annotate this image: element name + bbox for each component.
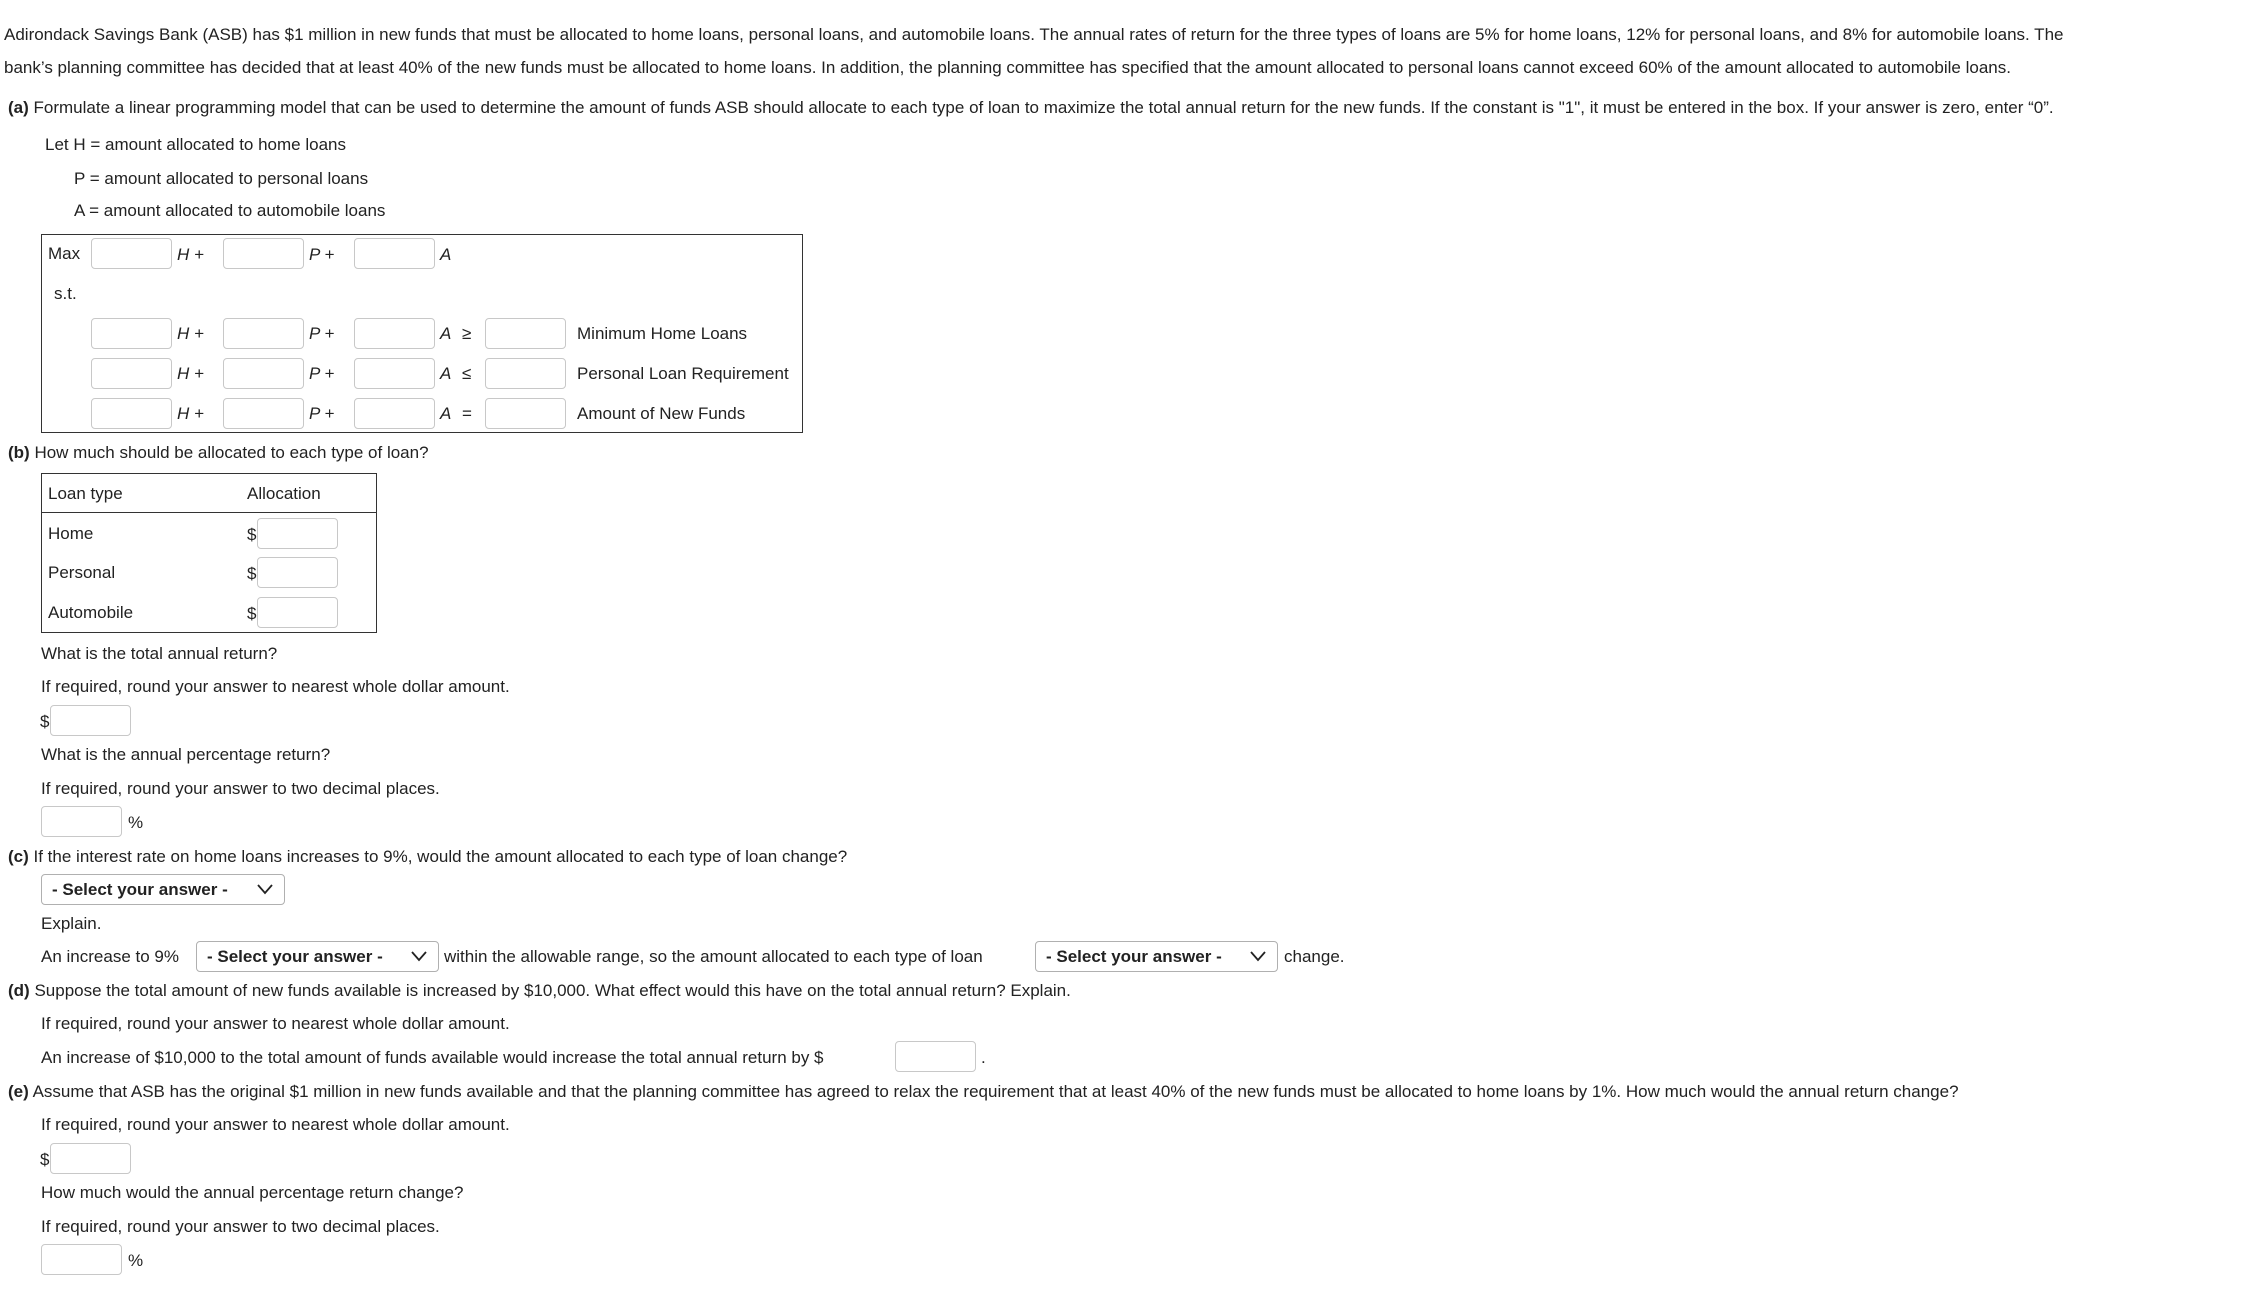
c3-a-coef-input[interactable] [354,398,435,429]
part-e-text: Assume that ASB has the original $1 million in new funds available and that the planning committee has agreed to relax the requirement that at least 40% of the new funds must be allocated to home loans by 1%. How much would the annual return change? [32,1082,1959,1101]
st-label: s.t. [54,284,77,303]
part-e-return-change-input[interactable] [50,1143,131,1174]
c3-h-coef-input[interactable] [91,398,172,429]
part-a-label: (a) [8,98,29,117]
part-c-range-select-text: - Select your answer - [207,947,383,966]
c1-h-var: H + [177,324,204,343]
c1-h-coef-input[interactable] [91,318,172,349]
total-return-question: What is the total annual return? [41,644,278,663]
def-p: P = amount allocated to personal loans [74,169,369,188]
c1-p-coef-input[interactable] [223,318,304,349]
def-a: A = amount allocated to automobile loans [74,201,386,220]
c1-operator: ≥ [462,324,472,343]
col-allocation: Allocation [247,484,321,503]
part-d-increase-input[interactable] [895,1041,976,1072]
pct-return-input[interactable] [41,806,122,837]
row-personal-currency: $ [247,564,257,583]
table-header-divider [41,512,377,513]
chevron-down-icon [410,949,428,963]
obj-a-var: A [440,245,452,264]
automobile-allocation-input[interactable] [257,597,338,628]
pct-symbol-e: % [128,1251,144,1270]
max-label: Max [48,244,81,263]
def-h: Let H = amount allocated to home loans [45,135,346,154]
c3-operator: = [462,404,472,423]
pct-return-question: What is the annual percentage return? [41,745,331,764]
problem-statement [4,18,2254,84]
row-personal-label: Personal [48,563,116,582]
c3-rhs-input[interactable] [485,398,566,429]
part-e-label: (e) [8,1082,29,1101]
intro-line-1: Adirondack Savings Bank (ASB) has $1 million in new funds that must be allocated to home loans, personal loans, and automobile loans. The annual rates of return for the three types of loans are 5% for home loans, 12% for personal loans, and 8% for automobile loans. The [4,25,2064,44]
row-home-currency: $ [247,525,257,544]
part-c-sentence-c: change. [1284,947,1345,966]
part-d-question [8,980,1071,1002]
c2-label: Personal Loan Requirement [577,364,789,383]
chevron-down-icon [256,882,274,896]
obj-h-var: H + [177,245,204,264]
pct-symbol-b: % [128,813,144,832]
part-e-currency: $ [40,1150,50,1169]
part-c-question [8,846,847,868]
c2-a-var: A [440,364,452,383]
explain-label: Explain. [41,914,102,933]
c2-rhs-input[interactable] [485,358,566,389]
part-c-sentence-b: within the allowable range, so the amount allocated to each type of loan [444,947,983,966]
part-c-change-select[interactable] [1035,941,1278,972]
round-dollar-b: If required, round your answer to nearest whole dollar amount. [41,677,510,696]
home-allocation-input[interactable] [257,518,338,549]
c3-h-var: H + [177,404,204,423]
part-c-sentence-a: An increase to 9% [41,947,179,966]
part-e-pct-question: How much would the annual percentage return change? [41,1183,464,1202]
round-dollar-e: If required, round your answer to nearest whole dollar amount. [41,1115,510,1134]
part-b-label: (b) [8,443,30,462]
round-two-e: If required, round your answer to two decimal places. [41,1217,440,1236]
part-b-question [8,442,429,464]
part-a-text: Formulate a linear programming model that can be used to determine the amount of funds ASB should allocate to each type of loan to maximize the total annual return for the new funds. If the constant is "1", it must be entered in the box. If your answer is zero, enter “0”. [33,98,2054,117]
part-d-label: (d) [8,981,30,1000]
part-c-text: If the interest rate on home loans increases to 9%, would the amount allocated to each type of loan change? [33,847,848,866]
c1-a-var: A [440,324,452,343]
c1-a-coef-input[interactable] [354,318,435,349]
row-home-label: Home [48,524,94,543]
part-a-question [8,97,2054,119]
total-return-currency: $ [40,712,50,731]
obj-p-coef-input[interactable] [223,238,304,269]
part-d-period: . [981,1048,986,1067]
round-dollar-d: If required, round your answer to nearest whole dollar amount. [41,1014,510,1033]
part-e-pct-change-input[interactable] [41,1244,122,1275]
chevron-down-icon [1249,949,1267,963]
c2-p-var: P + [309,364,335,383]
obj-p-var: P + [309,245,335,264]
row-automobile-label: Automobile [48,603,134,622]
personal-allocation-input[interactable] [257,557,338,588]
part-c-range-select[interactable] [196,941,439,972]
c3-a-var: A [440,404,452,423]
part-b-text: How much should be allocated to each type of loan? [34,443,429,462]
c2-h-coef-input[interactable] [91,358,172,389]
total-return-input[interactable] [50,705,131,736]
c2-a-coef-input[interactable] [354,358,435,389]
c2-h-var: H + [177,364,204,383]
part-d-text: Suppose the total amount of new funds available is increased by $10,000. What effect would this have on the total annual return? Explain. [34,981,1071,1000]
c1-rhs-input[interactable] [485,318,566,349]
part-c-answer-select[interactable] [41,874,285,905]
c2-p-coef-input[interactable] [223,358,304,389]
c3-p-coef-input[interactable] [223,398,304,429]
part-d-sentence: An increase of $10,000 to the total amount of funds available would increase the total annual return by $ [41,1048,824,1067]
c3-p-var: P + [309,404,335,423]
part-c-label: (c) [8,847,29,866]
round-two-b: If required, round your answer to two decimal places. [41,779,440,798]
intro-line-2: bank’s planning committee has decided that at least 40% of the new funds must be allocated to home loans. In addition, the planning committee has specified that the amount allocated to personal loans cannot exceed 60% of the amount allocated to automobile loans. [4,58,2011,77]
part-c-select-text: - Select your answer - [52,880,228,899]
c1-label: Minimum Home Loans [577,324,748,343]
row-automobile-currency: $ [247,604,257,623]
c1-p-var: P + [309,324,335,343]
c3-label: Amount of New Funds [577,404,746,423]
c2-operator: ≤ [462,364,472,383]
part-e-question [8,1081,1959,1103]
part-c-change-select-text: - Select your answer - [1046,947,1222,966]
obj-a-coef-input[interactable] [354,238,435,269]
col-loan-type: Loan type [48,484,123,503]
obj-h-coef-input[interactable] [91,238,172,269]
